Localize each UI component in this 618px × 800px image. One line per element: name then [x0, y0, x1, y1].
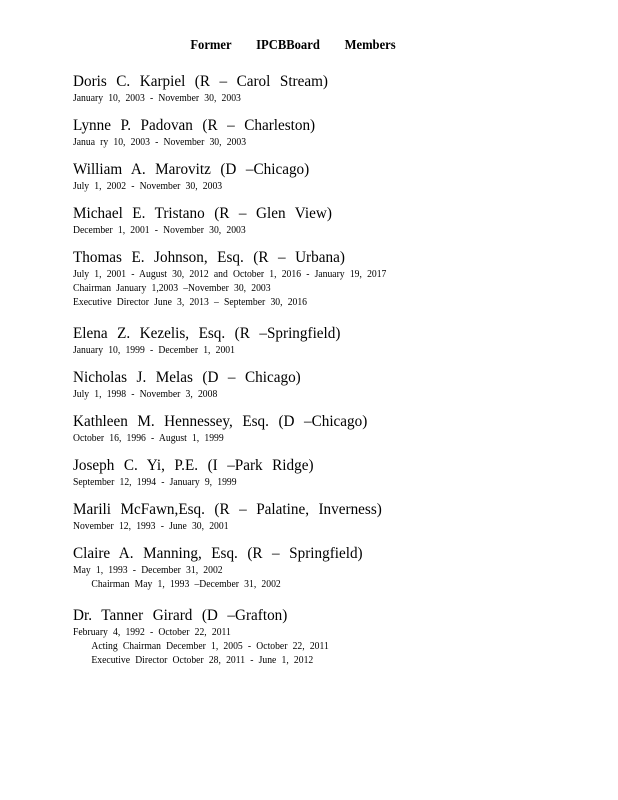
- member-entry: [73, 160, 593, 194]
- member-name: Joseph C. Yi, P.E. (I –Park Ridge): [73, 457, 314, 474]
- member-name: Claire A. Manning, Esq. (R – Springfield): [73, 545, 363, 562]
- member-name: William A. Marovitz (D –Chicago): [73, 161, 310, 178]
- member-term-dates: May 1, 1993 - December 31, 2002: [73, 565, 223, 576]
- member-role-dates: Chairman January 1,2003 –November 30, 2003: [73, 283, 271, 294]
- member-term-dates: July 1, 1998 - November 3, 2008: [73, 389, 218, 400]
- member-entry: [73, 324, 593, 358]
- member-role-dates: Chairman May 1, 1993 –December 31, 2002: [91, 579, 281, 590]
- member-name: Thomas E. Johnson, Esq. (R – Urbana): [73, 249, 345, 266]
- member-name: Kathleen M. Hennessey, Esq. (D –Chicago): [73, 413, 368, 430]
- member-term-dates: July 1, 2001 - August 30, 2012 and October 1, 2016 - January 19, 2017: [73, 269, 387, 280]
- member-term-dates: December 1, 2001 - November 30, 2003: [73, 225, 246, 236]
- member-entry: [73, 248, 593, 310]
- member-term-dates: Janua ry 10, 2003 - November 30, 2003: [73, 137, 247, 148]
- member-term-dates: September 12, 1994 - January 9, 1999: [73, 477, 237, 488]
- member-name: Dr. Tanner Girard (D –Grafton): [73, 607, 288, 624]
- member-term-dates: January 10, 2003 - November 30, 2003: [73, 93, 241, 104]
- member-term-dates: January 10, 1999 - December 1, 2001: [73, 345, 235, 356]
- page-title: Former IPCBBoard Members: [190, 38, 396, 53]
- member-name: Michael E. Tristano (R – Glen View): [73, 205, 332, 222]
- member-entry: [73, 204, 593, 238]
- member-entry: [73, 500, 593, 534]
- member-term-dates: November 12, 1993 - June 30, 2001: [73, 521, 229, 532]
- member-name: Elena Z. Kezelis, Esq. (R –Springfield): [73, 325, 341, 342]
- member-term-dates: February 4, 1992 - October 22, 2011: [73, 627, 231, 638]
- member-name: Lynne P. Padovan (R – Charleston): [73, 117, 316, 134]
- member-entry: [73, 116, 593, 150]
- member-name: Nicholas J. Melas (D – Chicago): [73, 369, 301, 386]
- member-entry: [73, 456, 593, 490]
- member-entry: [73, 368, 593, 402]
- former-members-list: [73, 72, 593, 682]
- member-role-dates: Acting Chairman December 1, 2005 - October 22, 2011: [91, 641, 329, 652]
- member-entry: [73, 606, 593, 668]
- member-role-dates: Executive Director October 28, 2011 - June 1, 2012: [91, 655, 314, 666]
- member-role-dates: Executive Director June 3, 2013 – September 30, 2016: [73, 297, 308, 308]
- member-entry: [73, 412, 593, 446]
- member-name: Marili McFawn,Esq. (R – Palatine, Inverness): [73, 501, 382, 518]
- member-term-dates: July 1, 2002 - November 30, 2003: [73, 181, 223, 192]
- member-term-dates: October 16, 1996 - August 1, 1999: [73, 433, 224, 444]
- member-entry: [73, 72, 593, 106]
- member-name: Doris C. Karpiel (R – Carol Stream): [73, 73, 328, 90]
- member-entry: [73, 544, 593, 592]
